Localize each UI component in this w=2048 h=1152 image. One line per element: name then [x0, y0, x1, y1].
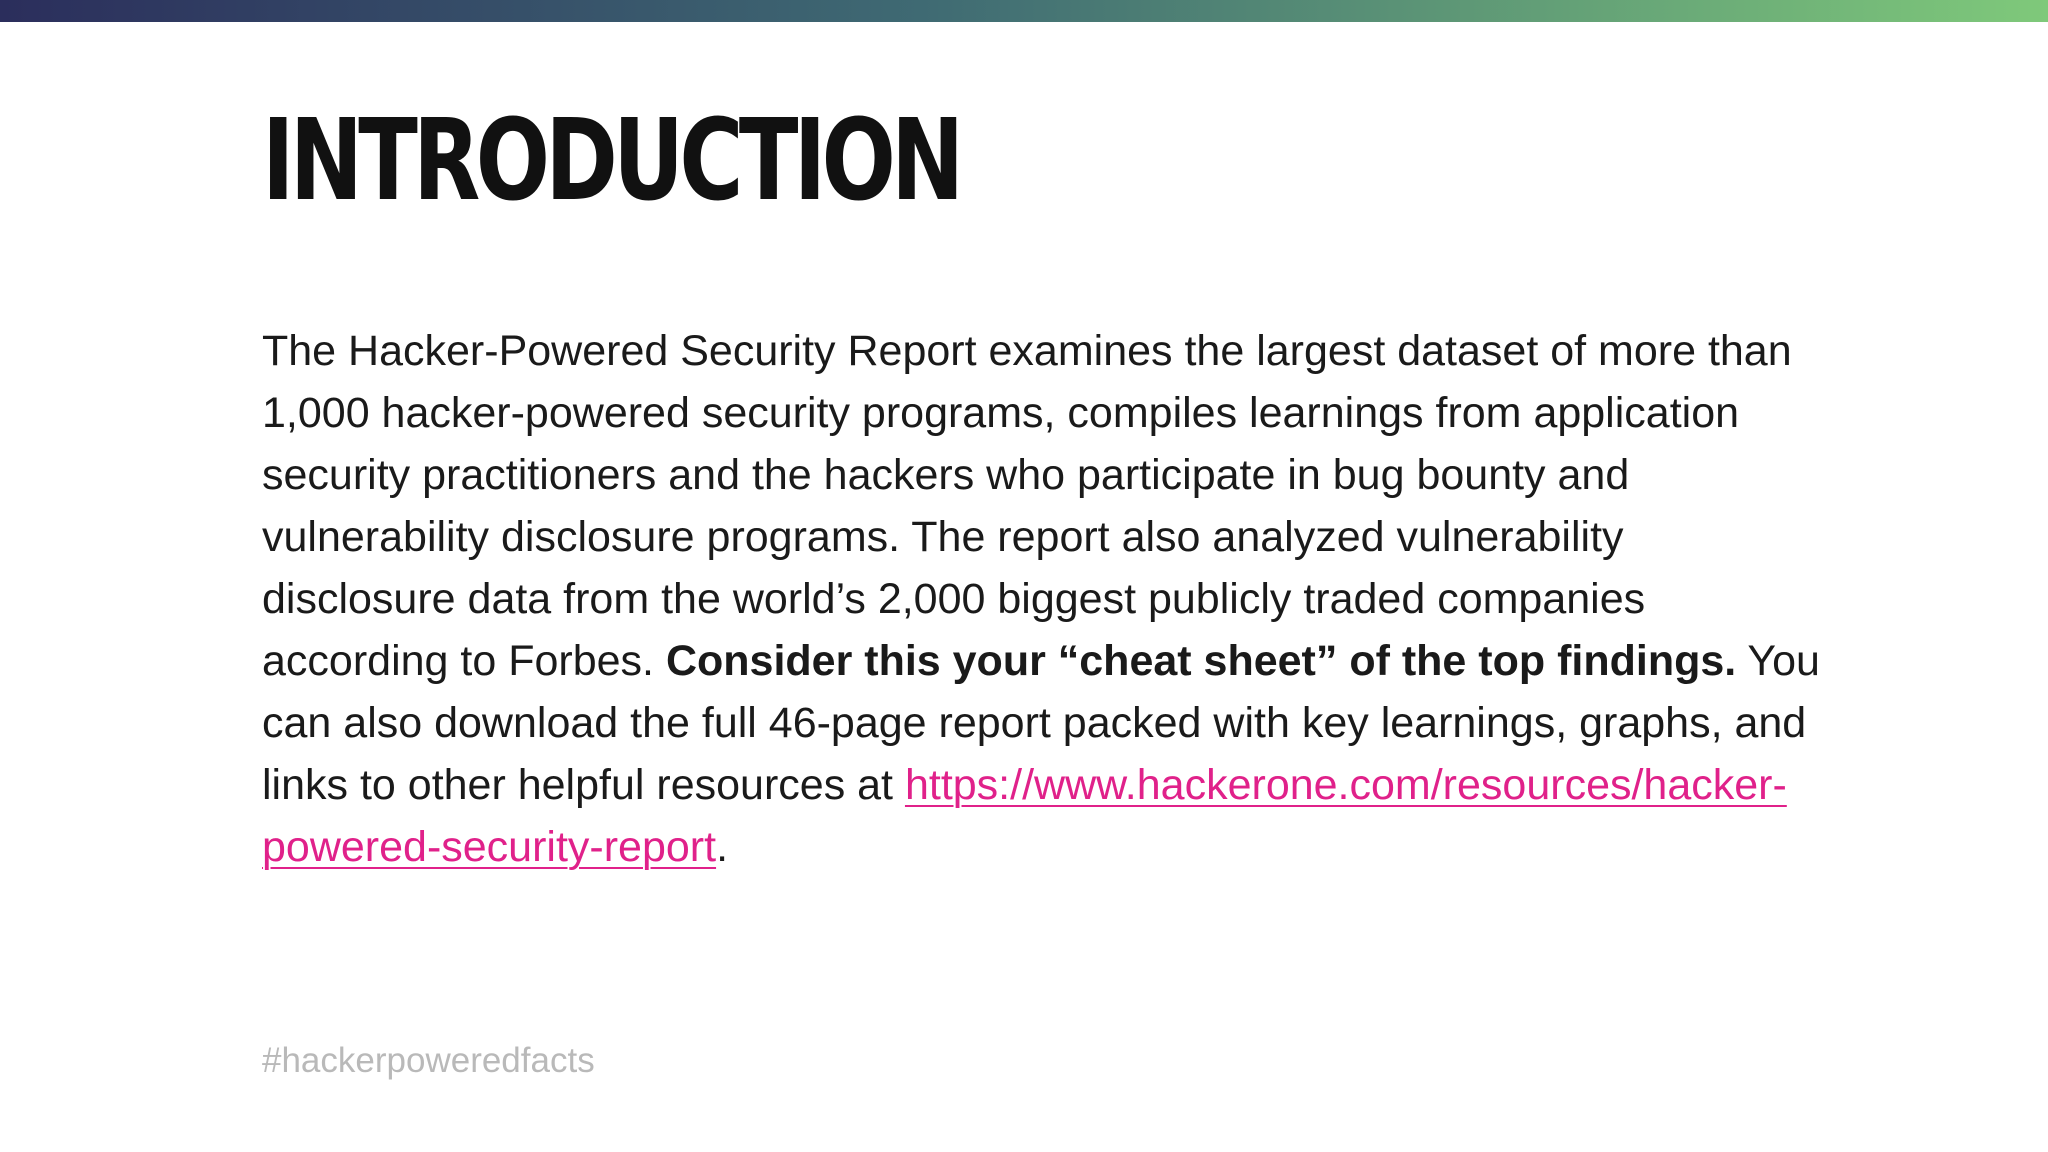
- hashtag-text: #hackerpoweredfacts: [262, 1041, 595, 1080]
- intro-text-1: The Hacker-Powered Security Report examines the largest dataset of more than 1,000 hacker-powered security programs, compiles learnings from application security practitioners and the hackers who participate in bug bounty and vulnerability disclosure programs. The report also analyzed vulnerability disclosure data from the world’s 2,000 biggest publicly traded companies according to Forbes.: [262, 327, 1792, 685]
- intro-text-3: .: [716, 823, 729, 871]
- report-link[interactable]: https://www.hackerone.com/resources/hacker-powered-security-report: [262, 761, 1787, 871]
- intro-paragraph: [262, 320, 1822, 878]
- intro-bold-text: Consider this your “cheat sheet” of the top findings.: [665, 637, 1737, 685]
- gradient-top-bar: [0, 0, 2048, 22]
- intro-text-2: You can also download the full 46-page report packed with key learnings, graphs, and links to other helpful resources at: [262, 637, 1820, 809]
- page-title: INTRODUCTION: [262, 96, 960, 226]
